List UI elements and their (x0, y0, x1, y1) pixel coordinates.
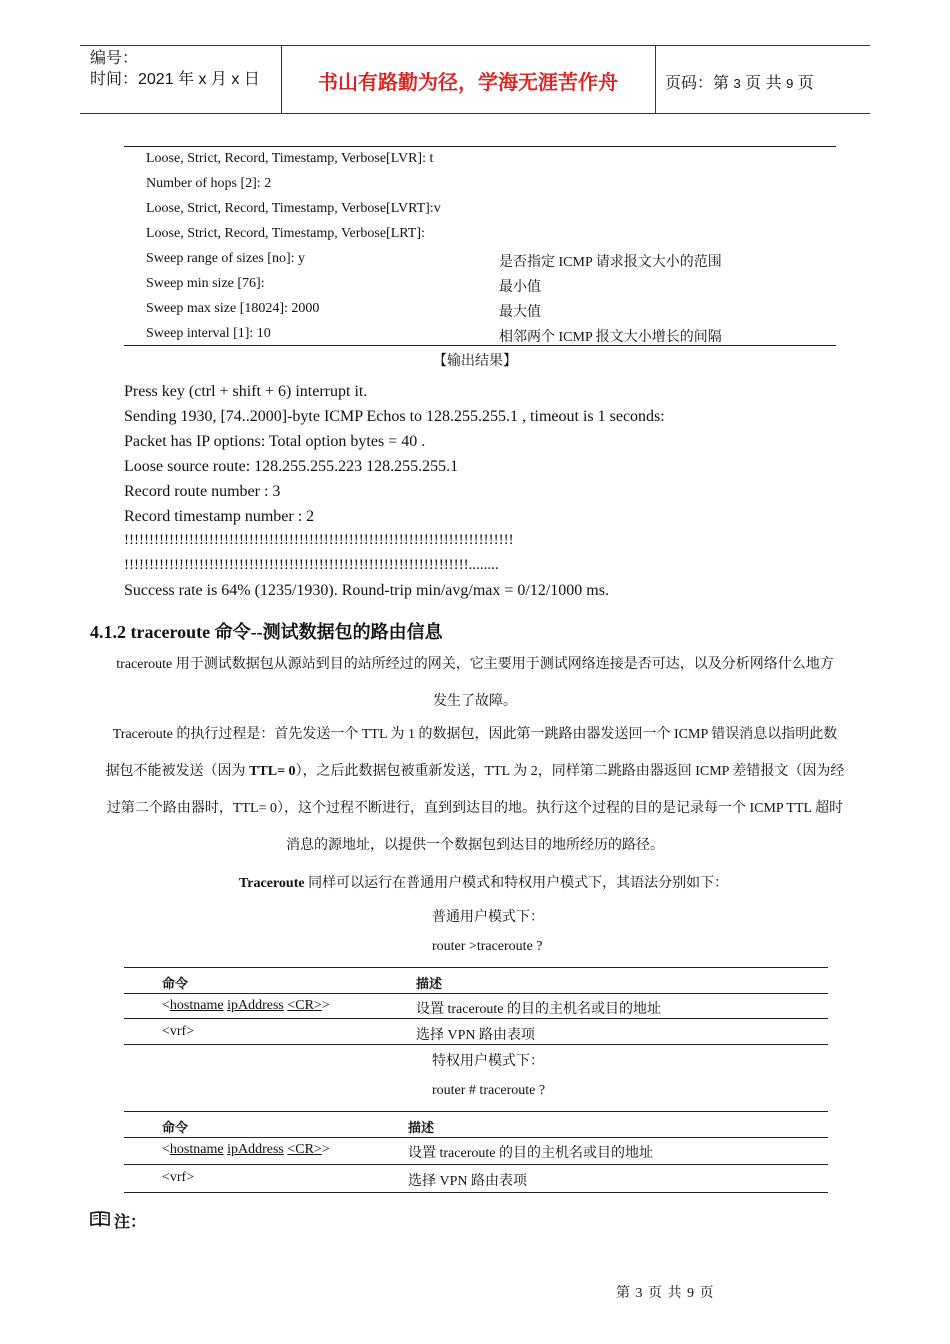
paragraph-2-line-2c: ），之后此数据包被重新发送，TTL 为 2，同样第二跳路由器返回 ICMP 差错报文（因为经 (295, 764, 845, 779)
table2-row2-description: 选择 VPN 路由表项 (408, 1174, 528, 1189)
param-prompt-7: Sweep max size [18024]: 2000 (146, 301, 320, 316)
paragraph-2 (90, 716, 860, 864)
table2-header-description: 描述 (408, 1121, 435, 1136)
param-prompt-5: Sweep range of sizes [no]: y (146, 251, 306, 266)
section-heading: 4.1.2 traceroute 命令--测试数据包的路由信息 (90, 622, 443, 642)
table1-row2-description: 选择 VPN 路由表项 (416, 1028, 536, 1043)
table2-header-command: 命令 (162, 1121, 189, 1136)
header-page-total: 9 (786, 76, 794, 91)
table2-row1-ip: ipAddress (227, 1142, 284, 1157)
table1-header-rule (124, 993, 828, 994)
param-prompt-1: Loose, Strict, Record, Timestamp, Verbose[LVR]: t (146, 151, 434, 166)
param-prompt-3: Loose, Strict, Record, Timestamp, Verbose[LVRT]:v (146, 201, 441, 216)
output-line-9: Success rate is 64% (1235/1930). Round-trip min/avg/max = 0/12/1000 ms. (124, 582, 609, 599)
header-number-label: 编号： (90, 50, 139, 67)
table1-row2-command: <vrf> (162, 1024, 195, 1039)
header-page-prefix: 页码：第 (665, 75, 730, 92)
table1-row1-cr: <CR> (287, 998, 322, 1013)
header-page-num: 3 (733, 76, 741, 91)
table1-row1-command (162, 998, 330, 1014)
paragraph-2-line-4: 消息的源地址，以提供一个数据包到达目的地所经历的路径。 (286, 838, 664, 853)
header-page-mid: 页 共 (745, 75, 782, 92)
param-prompt-6: Sweep min size [76]: (146, 276, 265, 291)
param-desc-5: 是否指定 ICMP 请求报文大小的范围 (499, 255, 722, 270)
table2-row1-description: 设置 traceroute 的目的主机名或目的地址 (408, 1146, 653, 1161)
output-line-7: !!!!!!!!!!!!!!!!!!!!!!!!!!!!!!!!!!!!!!!!!!!!!!!!!!!!!!!!!!!!!!!!!!!!!!!!!!!!!! (124, 532, 514, 548)
output-line-5: Record route number : 3 (124, 483, 281, 500)
paragraph-1-line-2: 发生了故障。 (433, 694, 517, 709)
note (90, 1209, 146, 1232)
param-table-top-rule (124, 146, 836, 147)
output-line-4: Loose source route: 128.255.255.223 128.255.255.1 (124, 458, 459, 475)
param-desc-7: 最大值 (499, 305, 541, 320)
header-meta (90, 48, 260, 90)
normal-mode-label: 普通用户模式下： (432, 910, 544, 925)
paragraph-2-line-2 (90, 753, 860, 790)
param-desc-8: 相邻两个 ICMP 报文大小增长的间隔 (499, 330, 722, 345)
header-page-suffix: 页 (797, 75, 814, 92)
table2-row2-command: <vrf> (162, 1170, 195, 1185)
param-table-bottom-rule (124, 345, 836, 346)
normal-mode-command: router >traceroute ? (432, 939, 543, 954)
table1-bottom-rule (124, 1044, 828, 1045)
table1-row1-ip: ipAddress (227, 998, 284, 1013)
table1-row1-hostname: hostname (169, 998, 224, 1013)
output-line-6: Record timestamp number : 2 (124, 508, 315, 525)
table2-row1-close: > (321, 1142, 330, 1157)
table2-row1-open: < (162, 1142, 170, 1157)
syntax-intro (239, 872, 728, 892)
table2-row-rule (124, 1164, 828, 1165)
paragraph-1 (90, 646, 860, 720)
book-icon (90, 1211, 110, 1231)
table2-row1-command (162, 1142, 330, 1158)
header-top-rule (80, 45, 870, 46)
paragraph-2-line-2a: 据包不能被发送（因为 (105, 764, 250, 779)
header-bottom-rule (80, 113, 870, 114)
paragraph-2-line-1: Traceroute 的执行过程是：首先发送一个 TTL 为 1 的数据包，因此第一跳路由器发送回一个 ICMP 错误消息以指明此数 (112, 727, 838, 742)
param-prompt-8: Sweep interval [1]: 10 (146, 326, 271, 341)
priv-mode-command: router # traceroute ? (432, 1083, 546, 1098)
paragraph-2-line-3: 过第二个路由器时，TTL= 0），这个过程不断进行，直到到达目的地。执行这个过程的目的是记录每一个 ICMP TTL 超时 (106, 801, 844, 816)
note-label: 注： (114, 1212, 147, 1231)
table1-header-command: 命令 (162, 977, 189, 992)
header-page-info (665, 70, 814, 93)
table1-row1-description: 设置 traceroute 的目的主机名或目的地址 (416, 1002, 661, 1017)
param-prompt-4: Loose, Strict, Record, Timestamp, Verbose[LRT]: (146, 226, 425, 241)
table2-top-rule (124, 1111, 828, 1112)
output-line-8: !!!!!!!!!!!!!!!!!!!!!!!!!!!!!!!!!!!!!!!!!!!!!!!!!!!!!!!!!!!!!!!!!!!!!........ (124, 557, 499, 573)
paragraph-2-ttl-bold: TTL= 0 (249, 764, 296, 779)
table2-row1-hostname: hostname (169, 1142, 224, 1157)
table2-bottom-rule (124, 1192, 828, 1193)
table2-header-rule (124, 1137, 828, 1138)
output-caption: 【输出结果】 (433, 354, 517, 369)
footer-page-number: 第 3 页 共 9 页 (616, 1286, 715, 1301)
param-desc-6: 最小值 (499, 280, 541, 295)
syntax-intro-bold: Traceroute (239, 876, 305, 891)
table1-row1-open: < (162, 998, 170, 1013)
syntax-intro-rest: 同样可以运行在普通用户模式和特权用户模式下，其语法分别如下： (304, 876, 729, 891)
priv-mode-label: 特权用户模式下： (432, 1054, 544, 1069)
table1-row-rule (124, 1018, 828, 1019)
paragraph-1-line-1: traceroute 用于测试数据包从源站到目的站所经过的网关，它主要用于测试网络连接是否可达，以及分析网络什么地方 (116, 657, 834, 672)
param-prompt-2: Number of hops [2]: 2 (146, 176, 272, 191)
table1-header-description: 描述 (416, 977, 443, 992)
table1-top-rule (124, 967, 828, 968)
output-line-2: Sending 1930, [74..2000]-byte ICMP Echos to 128.255.255.1 , timeout is 1 seconds: (124, 408, 665, 425)
header-time-label: 时间：2021 年 x 月 x 日 (90, 71, 260, 88)
header-divider-right (655, 46, 656, 113)
output-line-1: Press key (ctrl + shift + 6) interrupt it. (124, 383, 368, 400)
table2-row1-cr: <CR> (287, 1142, 322, 1157)
output-line-3: Packet has IP options: Total option bytes = 40 . (124, 433, 426, 450)
table1-row1-close: > (321, 998, 330, 1013)
header-motto: 书山有路勤为径，学海无涯苦作舟 (318, 70, 618, 94)
